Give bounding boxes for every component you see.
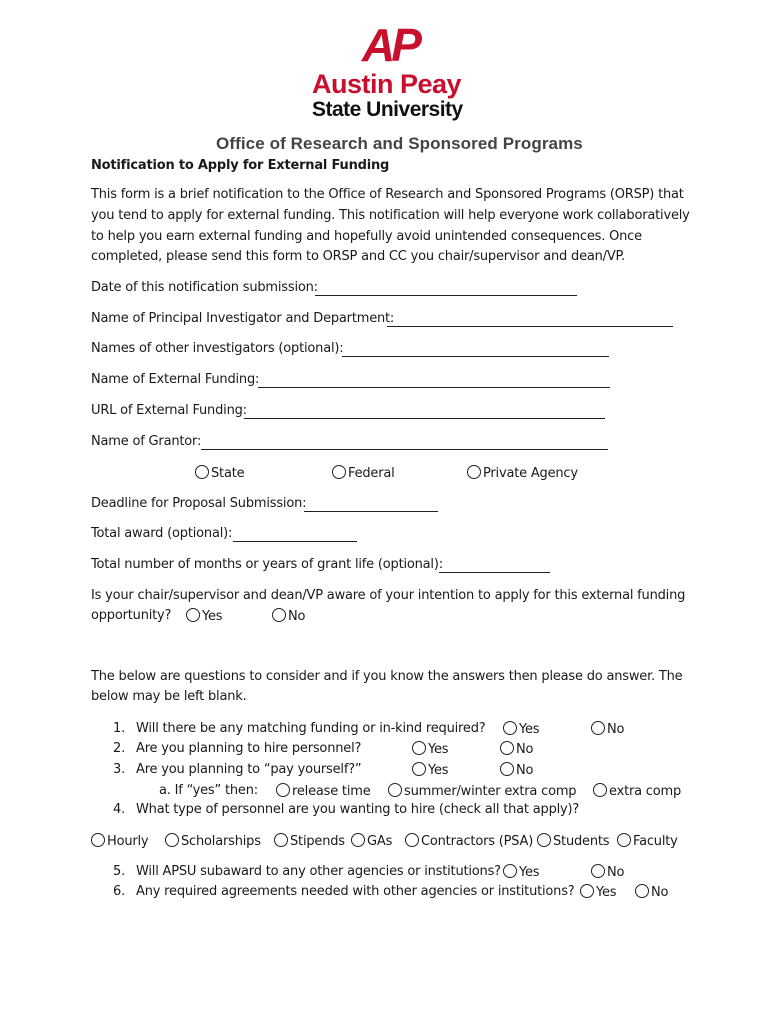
grant-life-input-line[interactable] xyxy=(439,572,550,573)
radio-q2-yes[interactable] xyxy=(412,741,426,755)
intro-line: to help you earn external funding and hopefully avoid unintended consequences. Once xyxy=(91,229,642,244)
radio-q5-yes[interactable] xyxy=(503,864,517,878)
date-input-line[interactable] xyxy=(315,295,577,296)
grant-life-label: Total number of months or years of grant life (optional): xyxy=(91,557,443,572)
question-number: 2. xyxy=(113,741,126,756)
radio-summer-winter[interactable] xyxy=(388,783,402,797)
q3a-extra-comp[interactable]: extra comp xyxy=(593,783,681,799)
aware-question-line2: opportunity? xyxy=(91,608,172,623)
checkbox-contractors[interactable] xyxy=(405,833,419,847)
question-number: 6. xyxy=(113,884,126,899)
radio-private-agency[interactable] xyxy=(467,465,481,479)
total-award-input-line[interactable] xyxy=(233,541,357,542)
pi-input-line[interactable] xyxy=(387,326,673,327)
total-award-label: Total award (optional): xyxy=(91,526,233,541)
checkbox-gas[interactable] xyxy=(351,833,365,847)
other-investigators-input-line[interactable] xyxy=(342,356,609,357)
university-subtitle: State University xyxy=(312,98,463,121)
question-text: Any required agreements needed with other agencies or institutions? xyxy=(136,884,575,899)
q5-yes-option[interactable]: Yes xyxy=(503,864,539,880)
checkbox-faculty[interactable] xyxy=(617,833,631,847)
question-number: 3. xyxy=(113,762,126,777)
q3-no-option[interactable]: No xyxy=(500,762,533,778)
intro-line: completed, please send this form to ORSP and CC you chair/supervisor and dean/VP. xyxy=(91,249,626,264)
question-text: Are you planning to hire personnel? xyxy=(136,741,362,756)
q3a-summer-winter[interactable]: summer/winter extra comp xyxy=(388,783,576,799)
radio-state[interactable] xyxy=(195,465,209,479)
grantor-type-state[interactable]: State xyxy=(195,465,244,481)
checkbox-students[interactable] xyxy=(537,833,551,847)
checkbox-hourly[interactable] xyxy=(91,833,105,847)
personnel-students[interactable]: Students xyxy=(537,833,609,849)
other-investigators-label: Names of other investigators (optional): xyxy=(91,341,344,356)
questions-intro-line: below may be left blank. xyxy=(91,689,247,704)
intro-line: you tend to apply for external funding. This notification will help everyone work collaboratively xyxy=(91,208,690,223)
grantor-type-federal[interactable]: Federal xyxy=(332,465,395,481)
university-name: Austin Peay xyxy=(312,69,462,99)
q3-yes-option[interactable]: Yes xyxy=(412,762,448,778)
date-label: Date of this notification submission: xyxy=(91,280,318,295)
q2-no-option[interactable]: No xyxy=(500,741,533,757)
personnel-scholarships[interactable]: Scholarships xyxy=(165,833,261,849)
aware-question-line1: Is your chair/supervisor and dean/VP aware of your intention to apply for this external funding xyxy=(91,588,686,603)
radio-federal[interactable] xyxy=(332,465,346,479)
funding-name-input-line[interactable] xyxy=(258,387,610,388)
deadline-label: Deadline for Proposal Submission: xyxy=(91,496,307,511)
radio-q5-no[interactable] xyxy=(591,864,605,878)
q6-yes-option[interactable]: Yes xyxy=(580,884,616,900)
q6-no-option[interactable]: No xyxy=(635,884,668,900)
question-number: 5. xyxy=(113,864,126,879)
aware-no-option[interactable]: No xyxy=(272,608,305,624)
questions-intro-line: The below are questions to consider and if you know the answers then please do answer. The xyxy=(91,669,683,684)
funding-name-label: Name of External Funding: xyxy=(91,372,260,387)
radio-q3-yes[interactable] xyxy=(412,762,426,776)
checkbox-scholarships[interactable] xyxy=(165,833,179,847)
personnel-faculty[interactable]: Faculty xyxy=(617,833,678,849)
question-text: Will there be any matching funding or in-kind required? xyxy=(136,721,486,736)
question-text: Will APSU subaward to any other agencies or institutions? xyxy=(136,864,501,879)
q1-no-option[interactable]: No xyxy=(591,721,624,737)
question-number: 4. xyxy=(113,802,126,817)
personnel-hourly[interactable]: Hourly xyxy=(91,833,148,849)
radio-aware-no[interactable] xyxy=(272,608,286,622)
grantor-input-line[interactable] xyxy=(201,449,608,450)
form-title: Notification to Apply for External Funding xyxy=(91,158,390,173)
question-text: What type of personnel are you wanting to hire (check all that apply)? xyxy=(136,802,580,817)
checkbox-stipends[interactable] xyxy=(274,833,288,847)
funding-url-label: URL of External Funding: xyxy=(91,403,247,418)
q3a-release-time[interactable]: release time xyxy=(276,783,371,799)
q2-yes-option[interactable]: Yes xyxy=(412,741,448,757)
intro-line: This form is a brief notification to the Office of Research and Sponsored Programs (ORSP) that xyxy=(91,187,684,202)
office-title: Office of Research and Sponsored Programs xyxy=(216,134,583,153)
radio-q1-no[interactable] xyxy=(591,721,605,735)
personnel-contractors[interactable]: Contractors (PSA) xyxy=(405,833,533,849)
pi-label: Name of Principal Investigator and Department: xyxy=(91,311,395,326)
personnel-stipends[interactable]: Stipends xyxy=(274,833,345,849)
question-number: 1. xyxy=(113,721,126,736)
radio-q3-no[interactable] xyxy=(500,762,514,776)
grantor-label: Name of Grantor: xyxy=(91,434,202,449)
q3a-label: a. If “yes” then: xyxy=(159,783,258,798)
radio-extra-comp[interactable] xyxy=(593,783,607,797)
radio-q6-no[interactable] xyxy=(635,884,649,898)
question-text: Are you planning to “pay yourself?” xyxy=(136,762,362,777)
funding-url-input-line[interactable] xyxy=(244,418,605,419)
radio-release-time[interactable] xyxy=(276,783,290,797)
radio-q6-yes[interactable] xyxy=(580,884,594,898)
personnel-gas[interactable]: GAs xyxy=(351,833,392,849)
grantor-type-private[interactable]: Private Agency xyxy=(467,465,578,481)
radio-q1-yes[interactable] xyxy=(503,721,517,735)
radio-aware-yes[interactable] xyxy=(186,608,200,622)
deadline-input-line[interactable] xyxy=(304,511,438,512)
radio-q2-no[interactable] xyxy=(500,741,514,755)
q1-yes-option[interactable]: Yes xyxy=(503,721,539,737)
aware-yes-option[interactable]: Yes xyxy=(186,608,222,624)
university-logo-mark: AP xyxy=(362,19,418,71)
q5-no-option[interactable]: No xyxy=(591,864,624,880)
